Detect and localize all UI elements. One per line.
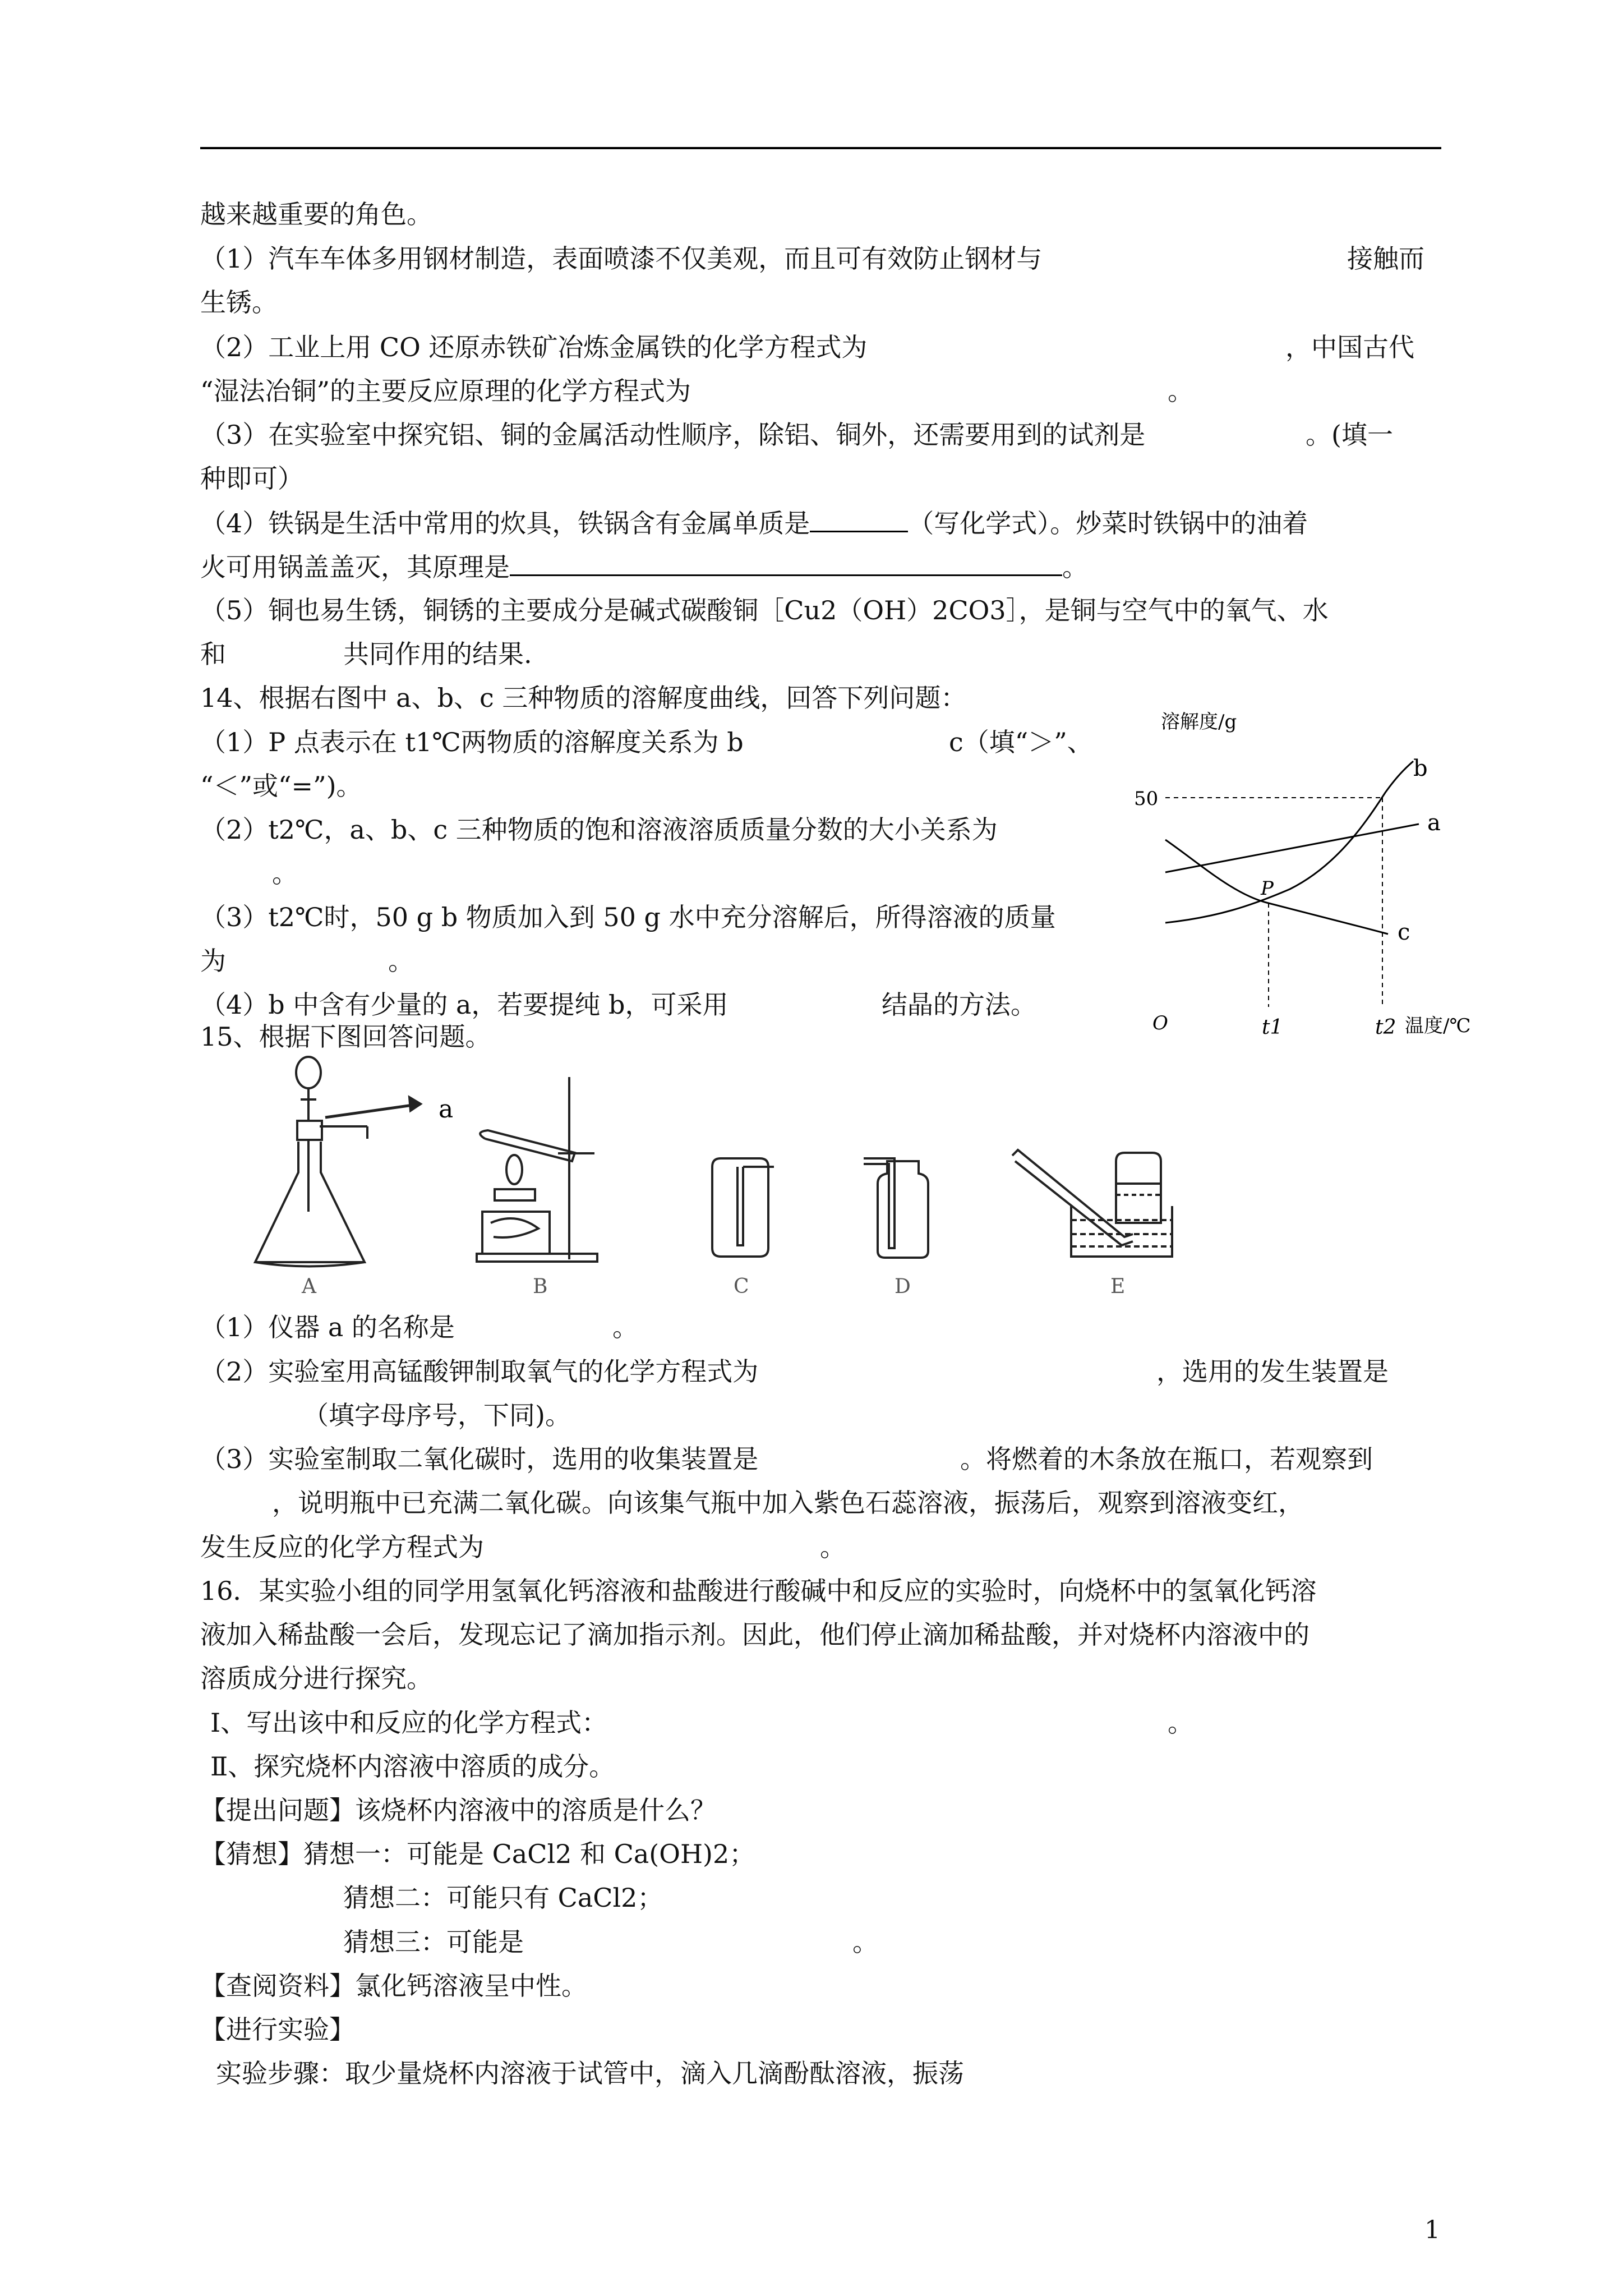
text-line: ，说明瓶中已充满二氧化碳。向该集气瓶中加入紫色石蕊溶液，振荡后，观察到溶液变红，	[272, 1488, 1304, 1518]
text-segment: （4）铁锅是生活中常用的炊具，铁锅含有金属单质是	[200, 508, 810, 539]
label-e: E	[1110, 1275, 1126, 1296]
arrow-label-a: a	[439, 1095, 454, 1124]
text-line	[200, 550, 1088, 584]
text-line: （3）t2℃时，50 g b 物质加入到 50 g 水中充分溶解后，所得溶液的质量	[200, 902, 1056, 932]
text-line: 越来越重要的角色。	[200, 199, 432, 229]
apparatus-figure	[236, 1055, 1469, 1296]
text-line: 实验步骤：取少量烧杯内溶液于试管中，滴入几滴酚酞溶液，振荡	[216, 2058, 964, 2088]
apparatus-c	[712, 1158, 774, 1257]
text-line: （4）b 中含有少量的 a，若要提纯 b，可采用	[200, 990, 728, 1020]
text-line: 溶质成分进行探究。	[200, 1663, 432, 1694]
text-line: （5）铜也易生锈，铜锈的主要成分是碱式碳酸铜［Cu2（OH）2CO3］，是铜与空气中的氧气、水	[200, 595, 1329, 625]
tick-t1: t1	[1262, 1016, 1283, 1039]
apparatus-d	[864, 1158, 928, 1258]
text-line: （3）在实验室中探究铝、铜的金属活动性顺序，除铝、铜外，还需要用到的试剂是	[200, 420, 1146, 450]
label-c: C	[734, 1275, 749, 1296]
text-line: 。(填一	[1306, 420, 1393, 450]
text-line	[200, 506, 1308, 540]
tick-50: 50	[1134, 788, 1159, 810]
text-line: 猜想二：可能只有 CaCl2；	[343, 1883, 663, 1913]
apparatus-b	[477, 1077, 597, 1262]
text-segment: （写化学式）。炒菜时铁锅中的油着	[908, 508, 1308, 539]
text-line: （1）仪器 a 的名称是	[200, 1312, 455, 1342]
curve-b-label: b	[1413, 756, 1428, 781]
y-axis-label: 溶解度/g	[1161, 711, 1237, 733]
text-line: 为	[200, 946, 226, 976]
text-line: 。	[612, 1312, 638, 1342]
text-line: 和	[200, 639, 226, 669]
text-line: （3）实验室制取二氧化碳时，选用的收集装置是	[200, 1444, 759, 1474]
curve-a-label: a	[1427, 810, 1441, 836]
text-line: 结晶的方法。	[882, 990, 1036, 1020]
text-line: 接触而	[1347, 243, 1424, 274]
text-line: 。	[852, 1927, 878, 1957]
text-line: 【进行实验】	[200, 2014, 355, 2045]
label-d: D	[895, 1275, 911, 1296]
text-line: 。	[820, 1532, 846, 1562]
page-number: 1	[1424, 2216, 1440, 2244]
answer-blank	[510, 550, 1062, 576]
text-line: 猜想三：可能是	[343, 1927, 524, 1957]
text-line: 。	[1168, 1708, 1193, 1738]
text-line: （填字母序号，下同)。	[303, 1400, 571, 1430]
text-line: 15、根据下图回答问题。	[200, 1022, 491, 1052]
text-line: （1）汽车车体多用钢材制造，表面喷漆不仅美观，而且可有效防止钢材与	[200, 243, 1043, 274]
x-axis-label: 温度/℃	[1405, 1015, 1471, 1037]
text-line: （2）实验室用高锰酸钾制取氧气的化学方程式为	[200, 1356, 759, 1387]
text-line: Ⅰ、写出该中和反应的化学方程式：	[210, 1708, 608, 1738]
text-line: ，中国古代	[1285, 332, 1414, 362]
text-line: ，选用的发生装置是	[1156, 1356, 1389, 1387]
text-line: 发生反应的化学方程式为	[200, 1532, 484, 1562]
text-line: 共同作用的结果.	[343, 639, 532, 669]
text-line: 。	[272, 858, 298, 889]
text-line: （2）工业上用 CO 还原赤铁矿冶炼金属铁的化学方程式为	[200, 332, 868, 362]
text-line: 16．某实验小组的同学用氢氧化钙溶液和盐酸进行酸碱中和反应的实验时，向烧杯中的氢氧化钙溶	[200, 1576, 1317, 1606]
text-line: 种即可）	[200, 463, 303, 494]
curve-b	[1165, 761, 1413, 923]
text-segment: 火可用锅盖盖灭，其原理是	[200, 552, 510, 582]
origin-label: O	[1152, 1012, 1168, 1034]
curve-a	[1165, 824, 1419, 872]
text-line: 生锈。	[200, 287, 278, 318]
text-segment: 。	[1062, 552, 1088, 582]
label-b: B	[533, 1275, 548, 1296]
text-line: 液加入稀盐酸一会后，发现忘记了滴加指示剂。因此，他们停止滴加稀盐酸，并对烧杯内溶液中的	[200, 1619, 1310, 1650]
point-p-label: P	[1261, 877, 1274, 900]
tick-t2: t2	[1375, 1016, 1396, 1039]
text-line: 【猜想】猜想一：可能是 CaCl2 和 Ca(OH)2；	[200, 1839, 755, 1869]
text-line: （2）t2℃，a、b、c 三种物质的饱和溶液溶质质量分数的大小关系为	[200, 815, 998, 845]
text-line: 。将燃着的木条放在瓶口，若观察到	[960, 1444, 1373, 1474]
curve-c	[1165, 840, 1388, 934]
text-line: 。	[388, 946, 414, 976]
text-line: 14、根据右图中 a、b、c 三种物质的溶解度曲线，回答下列问题：	[200, 683, 967, 713]
text-line: “湿法冶铜”的主要反应原理的化学方程式为	[200, 376, 691, 406]
apparatus-e	[1012, 1150, 1172, 1257]
text-line: “＜”或“=”)。	[200, 771, 362, 801]
answer-blank	[810, 506, 908, 532]
text-line: 【查阅资料】氯化钙溶液呈中性。	[200, 1971, 587, 2001]
text-line: Ⅱ、探究烧杯内溶液中溶质的成分。	[210, 1751, 615, 1782]
text-line: c（填“＞”、	[949, 727, 1093, 757]
solubility-graph	[1122, 710, 1486, 1046]
text-line: 【提出问题】该烧杯内溶液中的溶质是什么？	[200, 1795, 716, 1825]
text-line: 。	[1168, 376, 1193, 406]
header-rule	[200, 147, 1441, 149]
label-a: A	[302, 1275, 316, 1296]
curve-c-label: c	[1398, 919, 1410, 945]
apparatus-a	[255, 1057, 421, 1267]
text-line: （1）P 点表示在 t1℃两物质的溶解度关系为 b	[200, 727, 744, 757]
